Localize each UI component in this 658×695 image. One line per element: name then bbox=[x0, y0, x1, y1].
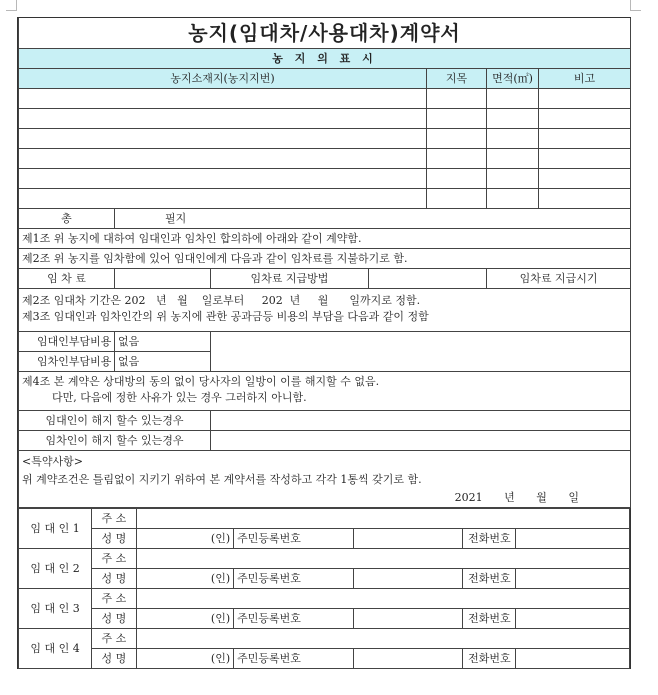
special-terms-label: <특약사항> bbox=[22, 455, 83, 468]
party-address-row bbox=[19, 629, 630, 649]
termination-lessor-value[interactable] bbox=[211, 411, 631, 431]
clause-4: 제4조 본 계약은 상대방의 동의 없이 당사자의 일방이 이를 해지할 수 없음. bbox=[22, 375, 380, 388]
rrn-value[interactable] bbox=[353, 649, 463, 669]
clause-2: 제2조 위 농지를 임차함에 있어 임대인에게 다음과 같이 임차료를 지불하기로 함. bbox=[19, 249, 631, 269]
rrn-value[interactable] bbox=[353, 529, 463, 549]
page-corner-mark bbox=[6, 0, 17, 11]
land-cell[interactable] bbox=[19, 189, 427, 209]
land-cell[interactable] bbox=[19, 89, 427, 109]
address-label: 주 소 bbox=[92, 509, 137, 529]
land-row bbox=[19, 149, 631, 169]
land-cell[interactable] bbox=[427, 109, 487, 129]
seal-label: (인) bbox=[136, 609, 233, 629]
land-cell[interactable] bbox=[427, 169, 487, 189]
land-cell[interactable] bbox=[487, 89, 539, 109]
party-label: 임 대 인 1 bbox=[19, 509, 92, 549]
land-row bbox=[19, 89, 631, 109]
page-corner-mark bbox=[630, 0, 641, 11]
party-table bbox=[18, 508, 630, 669]
land-cell[interactable] bbox=[427, 129, 487, 149]
phone-label: 전화번호 bbox=[463, 569, 516, 589]
party-label: 임 대 인 4 bbox=[19, 629, 92, 669]
rrn-label: 주민등록번호 bbox=[234, 569, 354, 589]
phone-label: 전화번호 bbox=[463, 609, 516, 629]
cost-lessee-value[interactable]: 없음 bbox=[115, 352, 211, 372]
rrn-label: 주민등록번호 bbox=[234, 649, 354, 669]
address-value[interactable] bbox=[136, 589, 629, 609]
contract-document bbox=[17, 17, 631, 669]
document-title: 농지(임대차/사용대차)계약서 bbox=[19, 18, 631, 49]
cost-lessee-label: 임차인부담비용 bbox=[19, 352, 115, 372]
section-title: 농 지 의 표 시 bbox=[19, 49, 631, 69]
land-cell[interactable] bbox=[487, 109, 539, 129]
phone-value[interactable] bbox=[516, 529, 630, 549]
party-address-row bbox=[19, 549, 630, 569]
party-label: 임 대 인 3 bbox=[19, 589, 92, 629]
land-cell[interactable] bbox=[539, 169, 631, 189]
cost-spacer bbox=[211, 352, 631, 372]
termination-lessee-value[interactable] bbox=[211, 431, 631, 451]
land-cell[interactable] bbox=[427, 89, 487, 109]
contract-table bbox=[18, 18, 631, 508]
rent-method-value[interactable] bbox=[369, 269, 487, 289]
rrn-label: 주민등록번호 bbox=[234, 609, 354, 629]
land-cell[interactable] bbox=[539, 89, 631, 109]
land-cell[interactable] bbox=[487, 149, 539, 169]
phone-value[interactable] bbox=[516, 569, 630, 589]
land-cell[interactable] bbox=[539, 109, 631, 129]
phone-value[interactable] bbox=[516, 609, 630, 629]
rent-timing-label: 임차료 지급시기 bbox=[487, 269, 631, 289]
land-cell[interactable] bbox=[427, 149, 487, 169]
party-name-row bbox=[19, 529, 630, 549]
phone-value[interactable] bbox=[516, 649, 630, 669]
address-label: 주 소 bbox=[92, 629, 137, 649]
termination-lessor-label: 임대인이 해지 할수 있는경우 bbox=[19, 411, 211, 431]
cost-spacer bbox=[211, 332, 631, 352]
header-note: 비고 bbox=[539, 69, 631, 89]
name-label: 성 명 bbox=[92, 569, 137, 589]
rrn-value[interactable] bbox=[353, 609, 463, 629]
name-label: 성 명 bbox=[92, 609, 137, 629]
address-label: 주 소 bbox=[92, 589, 137, 609]
header-category: 지목 bbox=[427, 69, 487, 89]
address-value[interactable] bbox=[136, 629, 629, 649]
rent-label: 임 차 료 bbox=[19, 269, 115, 289]
rent-value[interactable] bbox=[115, 269, 211, 289]
clause-period: 제2조 임대차 기간은 202 년 월 일로부터 202 년 월 일까지로 정함. bbox=[22, 294, 421, 307]
land-cell[interactable] bbox=[539, 129, 631, 149]
rrn-label: 주민등록번호 bbox=[234, 529, 354, 549]
party-name-row bbox=[19, 569, 630, 589]
clause-3: 제3조 임대인과 임차인간의 위 농지에 관한 공과금등 비용의 부담을 다음과 같이 정함 bbox=[22, 310, 429, 323]
date-year-unit: 년 bbox=[504, 491, 515, 504]
land-cell[interactable] bbox=[19, 129, 427, 149]
cost-lessor-label: 임대인부담비용 bbox=[19, 332, 115, 352]
land-cell[interactable] bbox=[487, 189, 539, 209]
total-unit: 필지 bbox=[115, 209, 631, 229]
address-value[interactable] bbox=[136, 509, 629, 529]
land-cell[interactable] bbox=[19, 169, 427, 189]
land-cell[interactable] bbox=[19, 149, 427, 169]
clause-4-exception: 다만, 다음에 정한 사유가 있는 경우 그러하지 아니함. bbox=[52, 391, 307, 404]
seal-label: (인) bbox=[136, 649, 233, 669]
date-year: 2021 bbox=[454, 491, 483, 504]
phone-label: 전화번호 bbox=[463, 529, 516, 549]
address-value[interactable] bbox=[136, 549, 629, 569]
seal-label: (인) bbox=[136, 529, 233, 549]
name-label: 성 명 bbox=[92, 649, 137, 669]
name-label: 성 명 bbox=[92, 529, 137, 549]
termination-lessee-label: 임차인이 해지 할수 있는경우 bbox=[19, 431, 211, 451]
party-name-row bbox=[19, 609, 630, 629]
party-label: 임 대 인 2 bbox=[19, 549, 92, 589]
cost-lessor-value[interactable]: 없음 bbox=[115, 332, 211, 352]
land-cell[interactable] bbox=[539, 189, 631, 209]
land-row bbox=[19, 189, 631, 209]
date-month: 월 bbox=[536, 491, 547, 504]
land-cell[interactable] bbox=[427, 189, 487, 209]
land-cell[interactable] bbox=[487, 129, 539, 149]
address-label: 주 소 bbox=[92, 549, 137, 569]
total-label: 총 bbox=[19, 209, 115, 229]
land-cell[interactable] bbox=[487, 169, 539, 189]
party-address-row bbox=[19, 509, 630, 529]
land-row bbox=[19, 129, 631, 149]
party-name-row bbox=[19, 649, 630, 669]
contract-date bbox=[22, 489, 627, 507]
header-location: 농지소재지(농지지번) bbox=[19, 69, 427, 89]
seal-label: (인) bbox=[136, 569, 233, 589]
land-cell[interactable] bbox=[539, 149, 631, 169]
rent-method-label: 임차료 지급방법 bbox=[211, 269, 369, 289]
clause-1: 제1조 위 농지에 대하여 임대인과 임차인 합의하에 아래와 같이 계약함. bbox=[19, 229, 631, 249]
header-area: 면적(㎡) bbox=[487, 69, 539, 89]
phone-label: 전화번호 bbox=[463, 649, 516, 669]
land-row bbox=[19, 169, 631, 189]
land-row bbox=[19, 109, 631, 129]
agreement-statement: 위 계약조건은 틀림없이 지키기 위하여 본 계약서를 작성하고 각각 1통씩 갖기로 함. bbox=[22, 473, 422, 486]
rrn-value[interactable] bbox=[353, 569, 463, 589]
date-day: 일 bbox=[568, 491, 580, 504]
party-address-row bbox=[19, 589, 630, 609]
land-cell[interactable] bbox=[19, 109, 427, 129]
